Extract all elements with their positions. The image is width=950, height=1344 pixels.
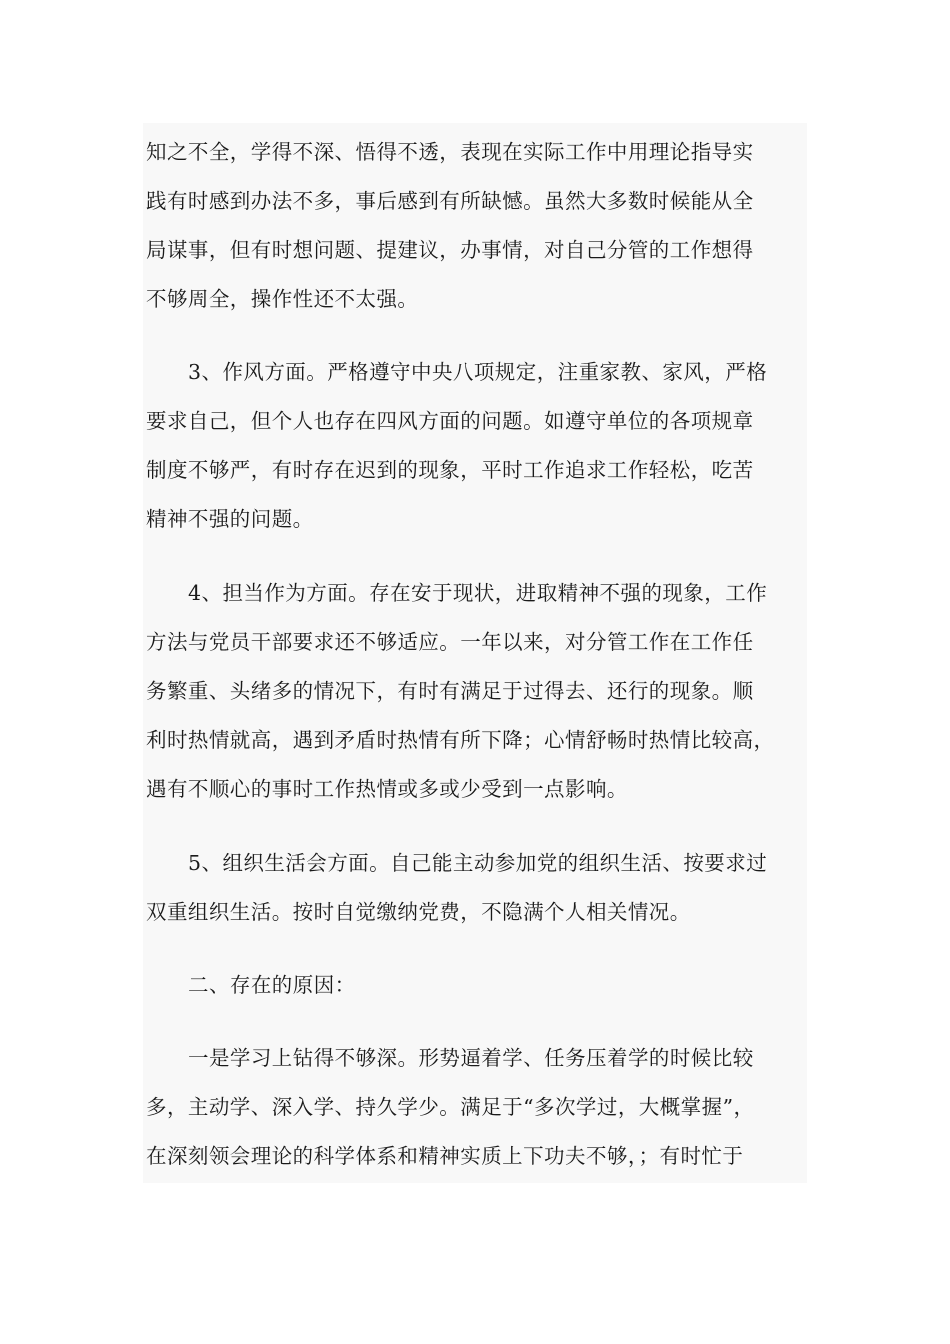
- text-line: 不够周全，操作性还不太强。: [146, 287, 419, 311]
- text-line: 一是学习上钻得不够深。形势逼着学、任务压着学的时候比较: [188, 1046, 754, 1070]
- text-line: 二、存在的原因：: [188, 973, 356, 997]
- text-line: 要求自己，但个人也存在四风方面的问题。如遵守单位的各项规章: [146, 409, 754, 433]
- text-line: 践有时感到办法不多，事后感到有所缺憾。虽然大多数时候能从全: [146, 189, 754, 213]
- text-line: 在深刻领会理论的科学体系和精神实质上下功夫不够，；有时忙于: [146, 1144, 744, 1168]
- paragraph-1: [146, 128, 806, 324]
- text-line: 知之不全，学得不深、悟得不透，表现在实际工作中用理论指导实: [146, 140, 754, 164]
- section-heading: [146, 961, 806, 1010]
- text-line: 5、组织生活会方面。自己能主动参加党的组织生活、按要求过: [188, 851, 768, 875]
- text-line: 遇有不顺心的事时工作热情或多或少受到一点影响。: [146, 777, 628, 801]
- paragraph-2: [146, 348, 806, 544]
- paragraph-3: [146, 569, 806, 814]
- text-line: 多，主动学、深入学、持久学少。满足于“多次学过，大概掌握”，: [146, 1095, 755, 1119]
- paragraph-4: [146, 839, 806, 937]
- text-line: 务繁重、头绪多的情况下，有时有满足于过得去、还行的现象。顺: [146, 679, 754, 703]
- text-line: 局谋事，但有时想问题、提建议，办事情，对自己分管的工作想得: [146, 238, 754, 262]
- text-line: 4、担当作为方面。存在安于现状，进取精神不强的现象，工作: [188, 581, 768, 605]
- text-line: 利时热情就高，遇到矛盾时热情有所下降；心情舒畅时热情比较高，: [146, 728, 775, 752]
- text-line: 精神不强的问题。: [146, 507, 314, 531]
- text-line: 制度不够严，有时存在迟到的现象，平时工作追求工作轻松，吃苦: [146, 458, 754, 482]
- text-line: 方法与党员干部要求还不够适应。一年以来，对分管工作在工作任: [146, 630, 754, 654]
- text-line: 3、作风方面。严格遵守中央八项规定，注重家教、家风，严格: [188, 360, 768, 384]
- paragraph-5: [146, 1034, 806, 1181]
- text-line: 双重组织生活。按时自觉缴纳党费，不隐满个人相关情况。: [146, 900, 691, 924]
